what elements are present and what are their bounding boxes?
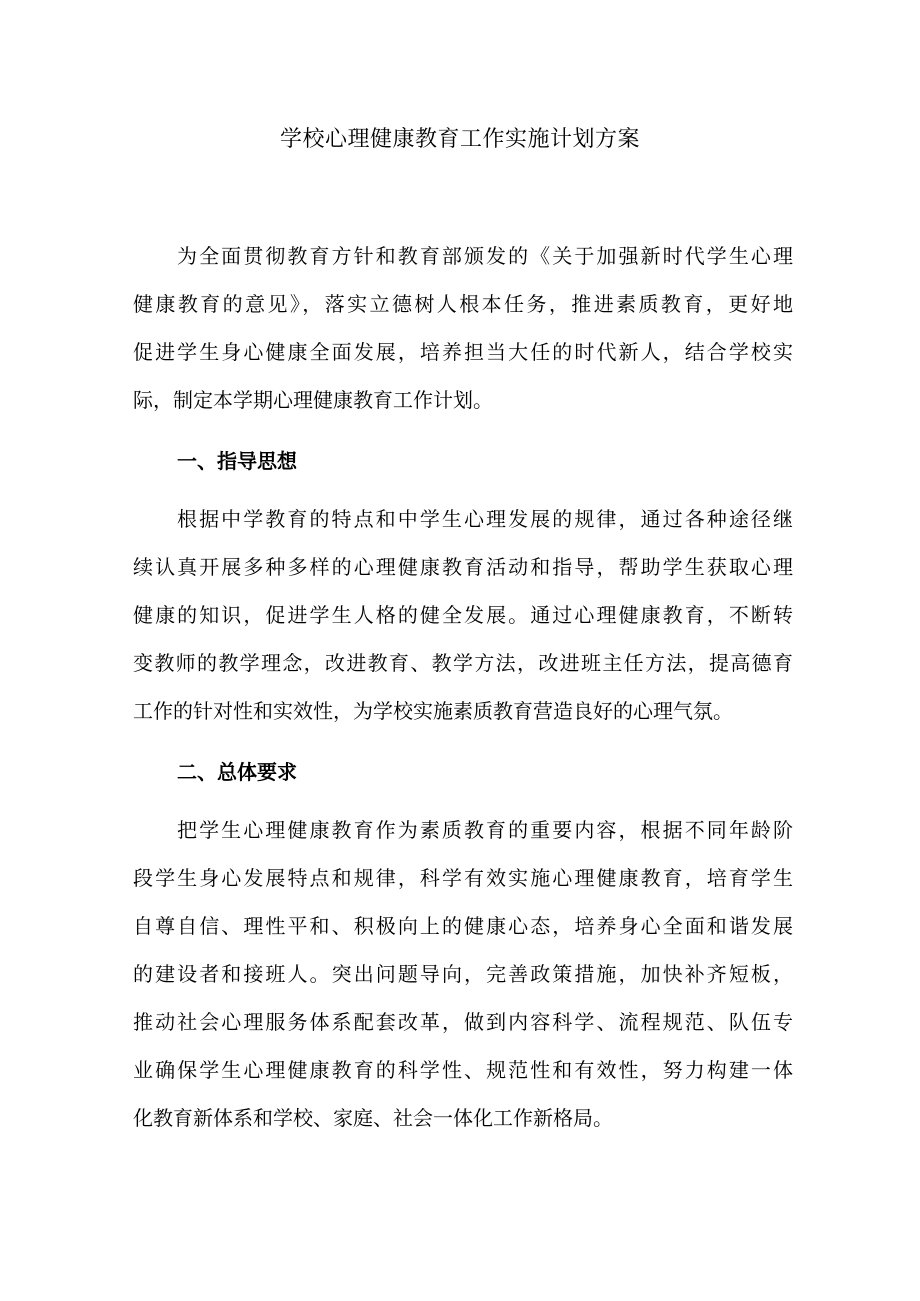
paragraph-line: 根据中学教育的特点和中学生心理发展的规律，通过各种途径继 <box>177 507 793 531</box>
paragraph-line: 为全面贯彻教育方针和教育部颁发的《关于加强新时代学生心理 <box>177 244 793 268</box>
paragraph-line: 的建设者和接班人。突出问题导向，完善政策措施，加快补齐短板， <box>133 962 793 986</box>
section-paragraph-guiding-ideology <box>133 495 793 735</box>
paragraph-line: 推动社会心理服务体系配套改革，做到内容科学、流程规范、队伍专 <box>133 1010 793 1034</box>
paragraph-line: 续认真开展多种多样的心理健康教育活动和指导，帮助学生获取心理 <box>133 555 793 579</box>
section-heading-general-requirements: 二、总体要求 <box>177 760 297 784</box>
paragraph-line: 段学生身心发展特点和规律，科学有效实施心理健康教育，培育学生 <box>133 866 793 890</box>
paragraph-line: 化教育新体系和学校、家庭、社会一体化工作新格局。 <box>133 1106 613 1130</box>
document-title: 学校心理健康教育工作实施计划方案 <box>279 127 640 152</box>
section-paragraph-general-requirements <box>133 806 793 1142</box>
paragraph-line: 自尊自信、理性平和、积极向上的健康心态，培养身心全面和谐发展 <box>133 914 793 938</box>
paragraph-line: 健康教育的意见》，落实立德树人根本任务，推进素质教育，更好地 <box>133 292 793 316</box>
paragraph-line: 变教师的教学理念，改进教育、教学方法，改进班主任方法，提高德育 <box>133 651 793 675</box>
paragraph-line: 业确保学生心理健康教育的科学性、规范性和有效性，努力构建一体 <box>133 1058 793 1082</box>
paragraph-line: 健康的知识，促进学生人格的健全发展。通过心理健康教育，不断转 <box>133 603 793 627</box>
section-heading-guiding-ideology: 一、指导思想 <box>177 449 297 473</box>
paragraph-line: 把学生心理健康教育作为素质教育的重要内容，根据不同年龄阶 <box>177 818 793 842</box>
paragraph-line: 促进学生身心健康全面发展，培养担当大任的时代新人，结合学校实 <box>133 340 793 364</box>
paragraph-line: 工作的针对性和实效性，为学校实施素质教育营造良好的心理气氛。 <box>133 699 733 723</box>
paragraph-line: 际，制定本学期心理健康教育工作计划。 <box>133 388 493 412</box>
intro-paragraph <box>133 232 793 424</box>
